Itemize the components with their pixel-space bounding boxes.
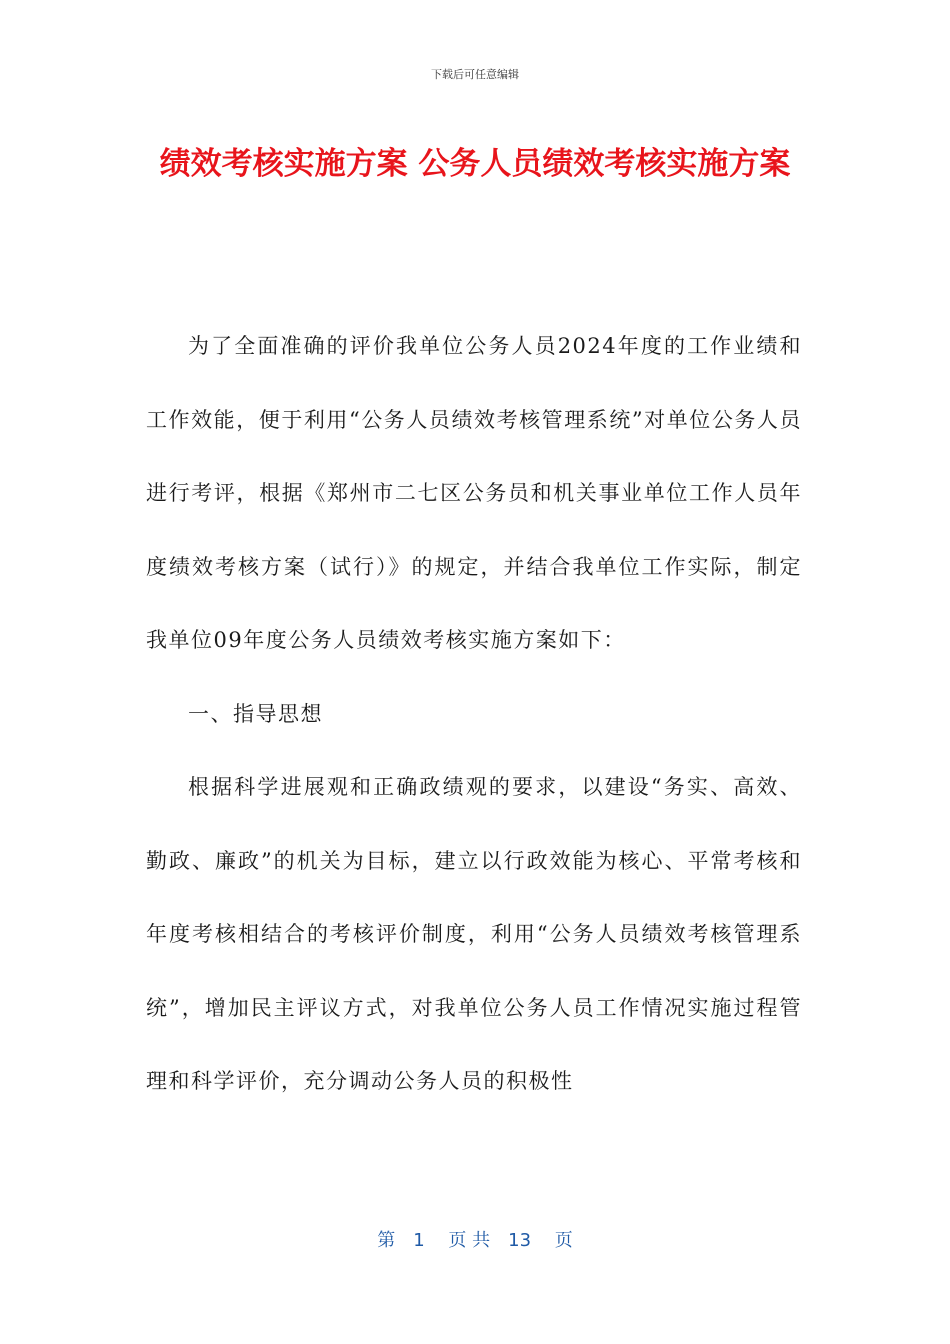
header-note: 下载后可任意编辑 — [431, 68, 519, 81]
section-heading-guiding-ideology: 一、指导思想 — [188, 701, 323, 726]
page-footer: 第 1 页 共 13 页 — [377, 1230, 573, 1251]
paragraph-intro: 为了全面准确的评价我单位公务人员2024年度的工作业绩和工作效能，便于利用“公务人员绩效考核管理系统”对单位公务人员进行考评，根据《郑州市二七区公务员和机关事业单位工作人员年度绩效考核方案（试行）》的规定，并结合我单位工作实际，制定我单位09年度公务人员绩效考核实施方案如下： — [146, 334, 802, 652]
paragraph-guiding-ideology: 根据科学进展观和正确政绩观的要求，以建设“务实、高效、勤政、廉政”的机关为目标，建立以行政效能为核心、平常考核和年度考核相结合的考核评价制度，利用“公务人员绩效考核管理系统”，增加民主评议方式，对我单位公务人员工作情况实施过程管理和科学评价，充分调动公务人员的积极性 — [146, 775, 802, 1093]
document-title: 绩效考核实施方案 公务人员绩效考核实施方案 — [159, 146, 791, 182]
document-body — [146, 310, 802, 1119]
